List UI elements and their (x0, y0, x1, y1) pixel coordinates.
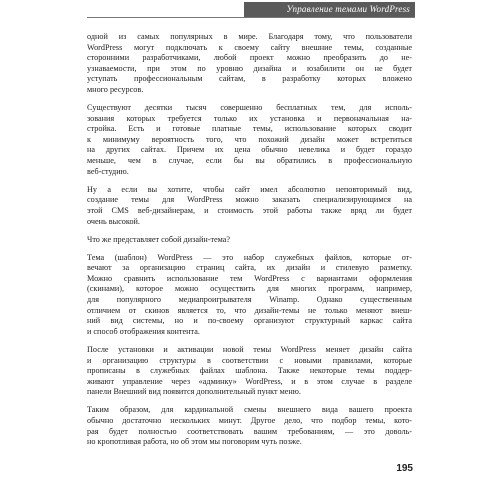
text-line: одной из самых популярных в мире. Благодаря тому, что пользователи (87, 32, 412, 41)
text-line: веб-студию. (87, 166, 129, 176)
text-line: много ресурсов. (87, 84, 144, 94)
paragraph (87, 235, 412, 246)
paragraph (87, 345, 412, 398)
paragraph (87, 253, 412, 338)
text-line: этой CMS веб-дизайнерам, и стоимость этой работы также вряд ли будет (87, 205, 412, 215)
text-line: создание темы для WordPress можно заказать специализирующимся на (87, 195, 412, 205)
text-line: зования которых требуется только их установка и первоначальная на- (87, 113, 412, 123)
text-line: сторонними разработчиками, любой проект можно преобразить до не- (87, 53, 412, 63)
text-line: После установки и активации новой темы WordPress меняет дизайн сайта (87, 344, 412, 354)
text-line: меньше, чем в случае, если бы вы обратились в профессиональную (87, 156, 412, 166)
text-line: Таким образом, для кардинальной смены внешнего вида вашего проекта (87, 405, 412, 415)
paragraph (87, 185, 412, 227)
text-line: рая будет полностью соответствовать вашим требованиям, — это доволь- (87, 426, 412, 436)
text-line: Можно сравнить использование тем WordPress с вариантами оформления (87, 273, 412, 283)
text-line: для популярного медиапроигрывателя Winamp. Однако существенным (87, 295, 412, 305)
running-header (0, 0, 500, 20)
paragraph (87, 103, 412, 177)
text-line: Что же представляет собой дизайн-тема? (87, 234, 231, 244)
text-line: к минимуму вероятность того, что похожий дизайн может встретиться (87, 134, 412, 144)
paragraph (87, 32, 412, 96)
running-title: Управление темами WordPress (286, 4, 410, 14)
paragraph (87, 405, 412, 447)
text-line: вечают за организацию страниц сайта, их дизайн и стилевую разметку. (87, 263, 412, 273)
text-line: узнаваемости, при этом по уровню дизайна и юзабилити он не будет (87, 63, 412, 73)
text-line: обычно достаточно нескольких минут. Другое дело, что подбор темы, кото- (87, 416, 412, 425)
text-line: Существуют десятки тысяч совершенно бесплатных тем, для исполь- (87, 103, 412, 113)
body-text (87, 32, 412, 455)
text-line: но кропотливая работа, но об этом мы поговорим чуть позже. (87, 437, 302, 447)
text-line: (скинами), которое можно осуществить для многих программ, например, (87, 284, 412, 294)
page-number: 195 (396, 463, 413, 474)
text-line: Ну а если вы хотите, чтобы сайт имел абсолютно неповторимый вид, (87, 184, 412, 194)
text-line: WordPress могут подключать к своему сайту внешние темы, созданные (87, 42, 412, 52)
header-rule (87, 17, 415, 18)
text-line: прописаны в служебных файлах шаблона. Также некоторые темы поддер- (87, 366, 412, 376)
text-line: на других сайтах. Причем их цена обычно невелика и будет гораздо (87, 145, 412, 155)
text-line: ний вид системы, но и по-своему организуют структурный каркас сайта (87, 316, 412, 326)
text-line: и способ отображения контента. (87, 326, 200, 336)
text-line: панели Внешний вид появится дополнительный пункт меню. (87, 387, 301, 397)
text-line: и организацию структуры в соответствии с новыми правилами, которые (87, 355, 412, 365)
text-line: уступать профессиональным сайтам, в разработку которых вложено (87, 74, 412, 84)
text-line: отличием от скинов является то, что дизайн-темы не только меняют внеш- (87, 305, 412, 315)
text-line: стройка. Есть и готовые платные темы, использование которых сводит (87, 124, 412, 134)
text-line: живают управление через «админку» WordPress, и в этом случае в разделе (87, 376, 412, 386)
text-line: очень высокой. (87, 216, 140, 226)
text-line: Тема (шаблон) WordPress — это набор служебных файлов, которые от- (87, 252, 412, 262)
